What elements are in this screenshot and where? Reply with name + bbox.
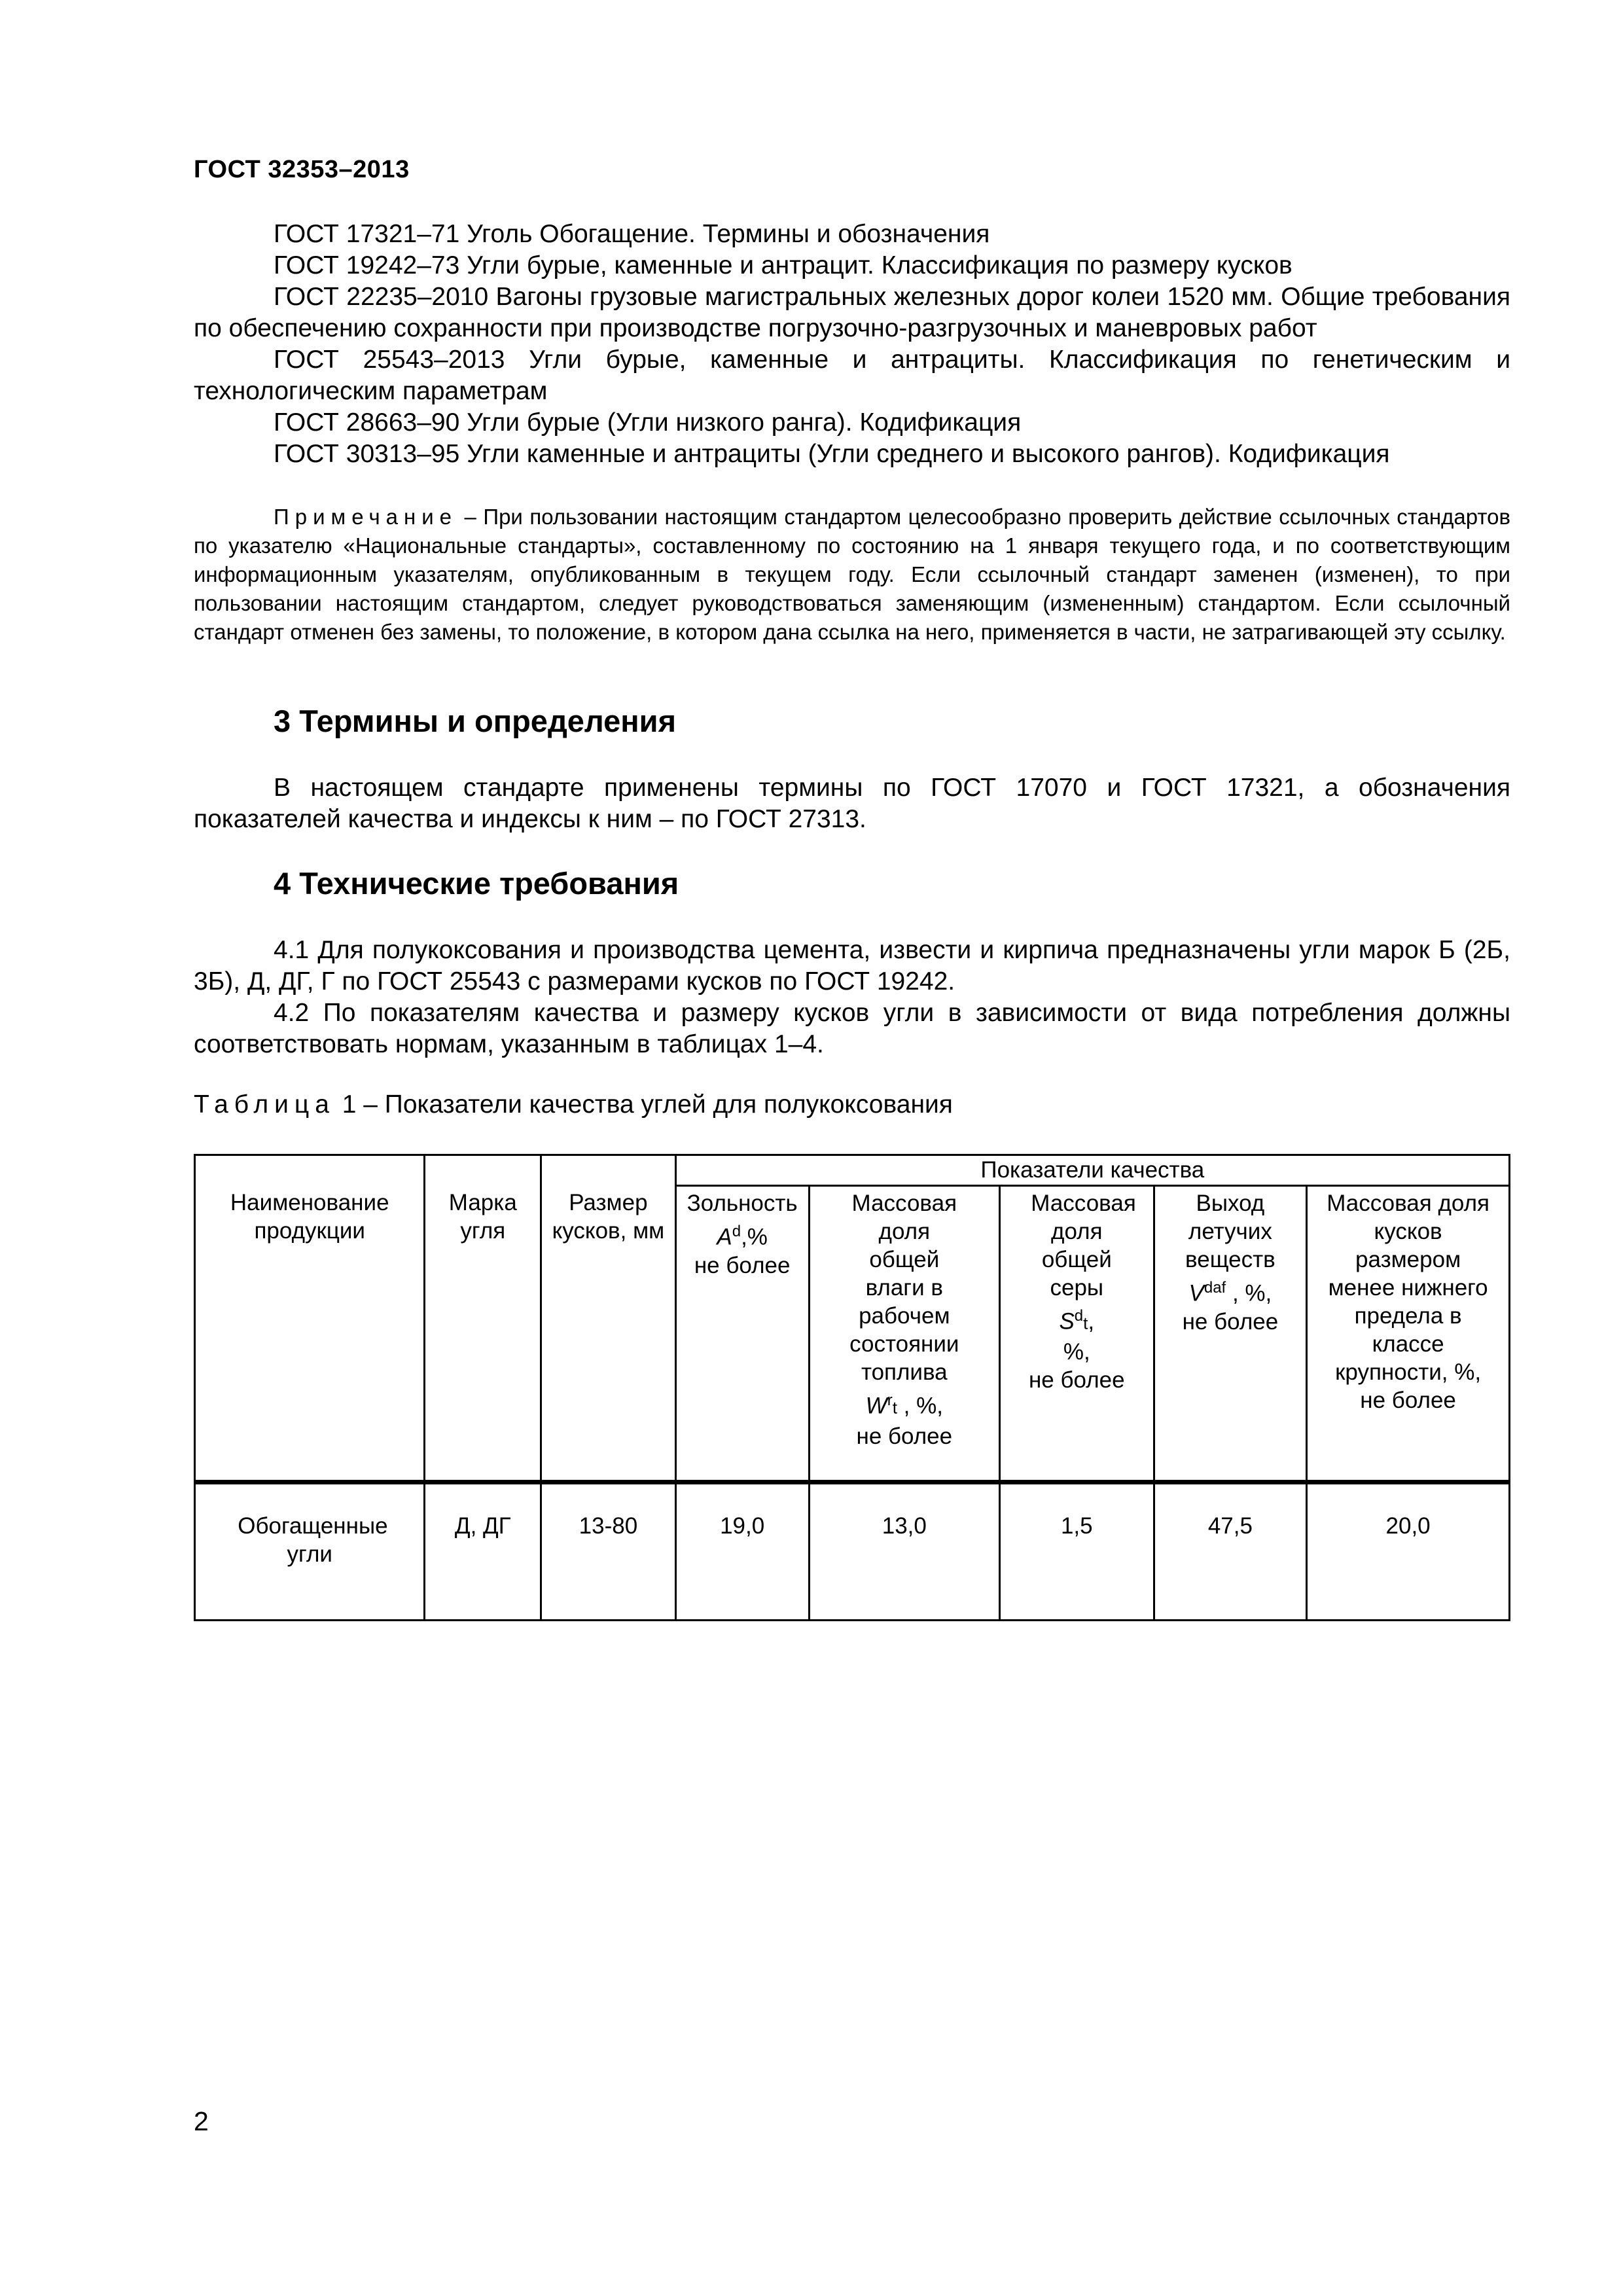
- cell-coal-grade: Д, ДГ: [425, 1482, 541, 1621]
- section-3-title: 3 Термины и определения: [274, 704, 676, 738]
- header-ash: Зольность $A^d,\%$ не более: [675, 1186, 809, 1482]
- header-product-name: Наименование продукции: [195, 1155, 425, 1482]
- header-moisture: Массовая доля общей влаги в рабочем состоянии топлива $W^rt$ , %, не более: [809, 1186, 999, 1482]
- cell-volatile: 47,5: [1154, 1482, 1307, 1621]
- note-label: Примечание: [274, 505, 458, 529]
- header-quality-indicators: Показатели качества: [675, 1155, 1509, 1186]
- reference-item: ГОСТ 28663–90 Угли бурые (Угли низкого ранга). Кодификация: [274, 408, 1022, 437]
- table-caption: [194, 1090, 953, 1119]
- header-fines: Массовая доля кусков размером менее нижнего предела в классе крупности, %, не более: [1307, 1186, 1510, 1482]
- reference-item: ГОСТ 19242–73 Угли бурые, каменные и антрацит. Классификация по размеру кусков: [274, 251, 1293, 279]
- section-4-title: 4 Технические требования: [274, 866, 679, 901]
- page-number: 2: [194, 2106, 209, 2136]
- section-3-text: В настоящем стандарте применены термины по ГОСТ 17070 и ГОСТ 17321, а обозначения показателей качества и индексы к ним – по ГОСТ 27313.: [194, 774, 1510, 833]
- cell-fines: 20,0: [1307, 1482, 1510, 1621]
- document-header: ГОСТ 32353–2013: [194, 156, 410, 183]
- table-row: [195, 1482, 1510, 1621]
- cell-product-name: Обогащенные угли: [195, 1482, 425, 1621]
- header-lump-size: Размер кусков, мм: [541, 1155, 676, 1482]
- section-3-body: [194, 772, 1510, 835]
- references-list: [194, 219, 1510, 470]
- note-text: – При пользовании настоящим стандартом целесообразно проверить действие ссылочных стандартов по указателю «Национальные стандарты», составленному по состоянию на 1 января текущего года, и по соответствующим информационным указателям, опубликованным в текущем году. Если ссылочный стандарт заменен (изменен), то при пользовании настоящим стандартом, следует руководствоваться заменяющим (измененным) стандартом. Если ссылочный стандарт отменен без замены, то положение, в котором дана ссылка на него, применяется в части, не затрагивающей эту ссылку.: [194, 505, 1510, 644]
- cell-lump-size: 13-80: [541, 1482, 676, 1621]
- header-coal-grade: Марка угля: [425, 1155, 541, 1482]
- note-block: [194, 503, 1510, 647]
- reference-item: ГОСТ 22235–2010 Вагоны грузовые магистральных железных дорог колеи 1520 мм. Общие требования по обеспечению сохранности при производстве погрузочно-разгрузочных и маневровых работ: [194, 283, 1510, 342]
- paragraph-4-1: 4.1 Для полукоксования и производства цемента, извести и кирпича предназначены угли марок Б (2Б, 3Б), Д, ДГ, Г по ГОСТ 25543 с размерами кусков по ГОСТ 19242.: [194, 936, 1510, 996]
- section-4-body: [194, 935, 1510, 1060]
- table-caption-label: Таблица: [194, 1090, 335, 1119]
- cell-moisture: 13,0: [809, 1482, 999, 1621]
- reference-item: ГОСТ 17321–71 Уголь Обогащение. Термины и обозначения: [274, 220, 990, 248]
- reference-item: ГОСТ 25543–2013 Угли бурые, каменные и антрациты. Классификация по генетическим и технологическим параметрам: [194, 346, 1510, 405]
- paragraph-4-2: 4.2 По показателям качества и размеру кусков угли в зависимости от вида потребления должны соответствовать нормам, указанным в таблицах 1–4.: [194, 999, 1510, 1058]
- header-sulfur: Массовая доля общей серы $S^dt$, %, не более: [1000, 1186, 1154, 1482]
- table-caption-text: 1 – Показатели качества углей для полукоксования: [334, 1090, 953, 1119]
- reference-item: ГОСТ 30313–95 Угли каменные и антрациты (Угли среднего и высокого рангов). Кодификация: [274, 440, 1390, 468]
- quality-table: [194, 1154, 1510, 1621]
- header-volatile: Выход летучих веществ $V^{daf}$ , %, не более: [1154, 1186, 1307, 1482]
- cell-ash: 19,0: [675, 1482, 809, 1621]
- cell-sulfur: 1,5: [1000, 1482, 1154, 1621]
